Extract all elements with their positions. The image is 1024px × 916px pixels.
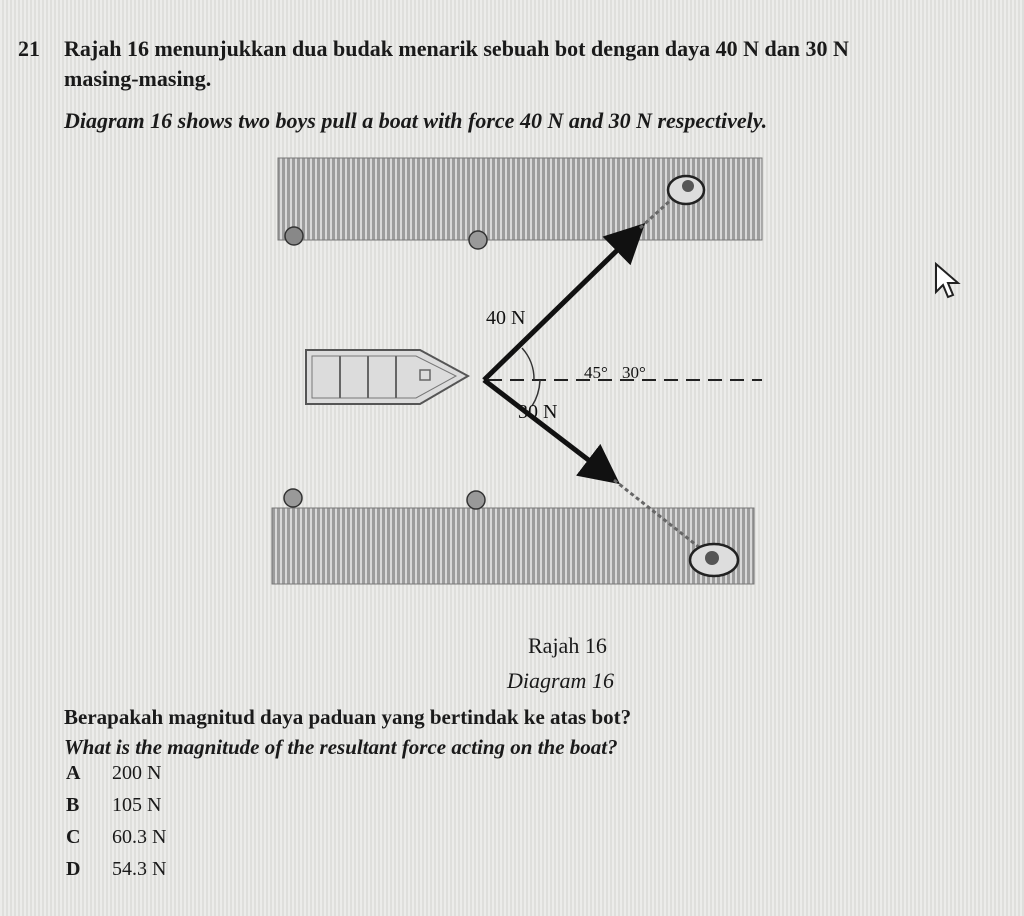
boat-icon xyxy=(306,350,468,404)
angle-label-30: 30° xyxy=(622,363,646,382)
option-a-text[interactable]: 200 N xyxy=(112,762,162,784)
mouse-pointer-icon xyxy=(934,262,964,302)
boy-top-icon xyxy=(668,176,704,204)
force-label-30n: 30 N xyxy=(518,401,558,423)
option-d-text[interactable]: 54.3 N xyxy=(112,858,167,880)
bollard-icon xyxy=(469,231,487,249)
bollard-icon xyxy=(284,489,302,507)
angle-arc-top xyxy=(522,348,534,380)
question-number: 21 xyxy=(18,36,40,61)
option-c-letter: C xyxy=(66,826,81,848)
bollard-icon xyxy=(467,491,485,509)
boy-bottom-icon xyxy=(690,544,738,576)
question-ask-english: What is the magnitude of the resultant force acting on the boat? xyxy=(64,735,618,759)
option-b-text[interactable]: 105 N xyxy=(112,794,162,816)
option-a-letter: A xyxy=(66,762,81,784)
angle-label-45: 45° xyxy=(584,363,608,382)
figure-caption-malay: Rajah 16 xyxy=(528,633,607,658)
force-vector-30n xyxy=(484,380,612,478)
force-vector-40n xyxy=(484,230,638,380)
force-label-40n: 40 N xyxy=(486,307,526,329)
question-stem-malay-line2: masing-masing. xyxy=(64,66,212,91)
option-c-text[interactable]: 60.3 N xyxy=(112,826,167,848)
option-b-letter: B xyxy=(66,794,80,816)
question-stem-malay-line1: Rajah 16 menunjukkan dua budak menarik sebuah bot dengan daya 40 N dan 30 N xyxy=(64,36,849,61)
option-d-letter: D xyxy=(66,858,81,880)
question-ask-malay: Berapakah magnitud daya paduan yang bertindak ke atas bot? xyxy=(64,705,632,729)
figure-caption-english: Diagram 16 xyxy=(507,668,614,693)
bottom-riverbank xyxy=(272,508,754,584)
bollard-icon xyxy=(285,227,303,245)
question-stem-english: Diagram 16 shows two boys pull a boat with force 40 N and 30 N respectively. xyxy=(64,108,768,133)
